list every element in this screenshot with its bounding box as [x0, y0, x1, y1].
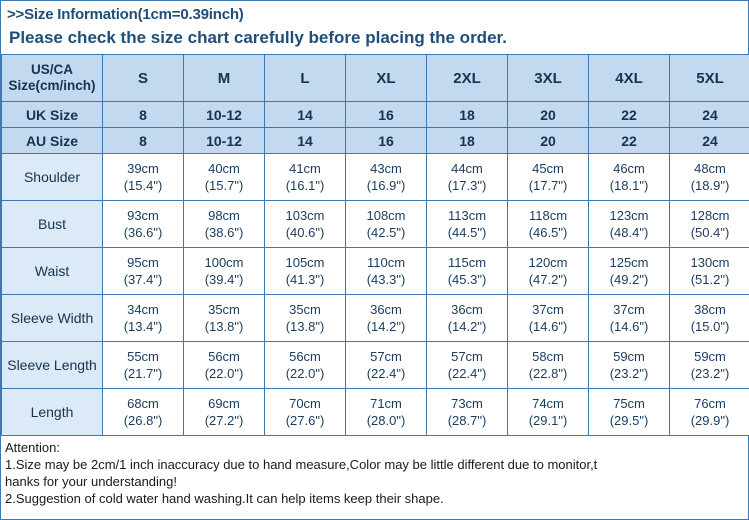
corner-label-line2: Size(cm/inch) [8, 78, 96, 93]
cell-sleeve-width-s: 34cm (13.4") [103, 295, 184, 342]
size-check-notice: Please check the size chart carefully before placing the order. [9, 28, 507, 47]
uk-size-3xl: 20 [508, 102, 589, 128]
cell-sleeve-width-m: 35cm (13.8") [184, 295, 265, 342]
table-row-shoulder [2, 154, 749, 201]
size-header-xl: XL [346, 55, 427, 102]
row-label-sleeve-length: Sleeve Length [2, 342, 103, 389]
cell-sleeve-width-4xl: 37cm (14.6") [589, 295, 670, 342]
attention-note-2: 2.Suggestion of cold water hand washing.It can help items keep their shape. [5, 491, 444, 506]
size-header-2xl: 2XL [427, 55, 508, 102]
size-header-m: M [184, 55, 265, 102]
cell-sleeve-width-3xl: 37cm (14.6") [508, 295, 589, 342]
attention-title: Attention: [5, 440, 60, 455]
corner-label-line1: US/CA [30, 62, 73, 77]
size-header-5xl: 5XL [670, 55, 749, 102]
table-row-bust [2, 201, 749, 248]
cell-waist-s: 95cm (37.4") [103, 248, 184, 295]
cell-length-4xl: 75cm (29.5") [589, 389, 670, 436]
size-header-3xl: 3XL [508, 55, 589, 102]
cell-waist-xl: 110cm (43.3") [346, 248, 427, 295]
cell-bust-5xl: 128cm (50.4") [670, 201, 749, 248]
table-header-row [2, 55, 749, 102]
row-label-sleeve-width: Sleeve Width [2, 295, 103, 342]
size-header-s: S [103, 55, 184, 102]
uk-size-label: UK Size [2, 102, 103, 128]
cell-shoulder-3xl: 45cm (17.7") [508, 154, 589, 201]
au-size-l: 14 [265, 128, 346, 154]
cell-bust-l: 103cm (40.6") [265, 201, 346, 248]
cell-sleeve-length-2xl: 57cm (22.4") [427, 342, 508, 389]
cell-waist-5xl: 130cm (51.2") [670, 248, 749, 295]
au-size-label: AU Size [2, 128, 103, 154]
cell-shoulder-2xl: 44cm (17.3") [427, 154, 508, 201]
uk-size-l: 14 [265, 102, 346, 128]
size-info-heading: >>Size Information(1cm=0.39inch) [7, 6, 244, 23]
cell-length-5xl: 76cm (29.9") [670, 389, 749, 436]
cell-length-s: 68cm (26.8") [103, 389, 184, 436]
uk-size-xl: 16 [346, 102, 427, 128]
cell-shoulder-5xl: 48cm (18.9") [670, 154, 749, 201]
cell-length-l: 70cm (27.6") [265, 389, 346, 436]
cell-sleeve-length-m: 56cm (22.0") [184, 342, 265, 389]
cell-shoulder-s: 39cm (15.4") [103, 154, 184, 201]
row-label-shoulder: Shoulder [2, 154, 103, 201]
table-row-sleeve-width [2, 295, 749, 342]
cell-bust-2xl: 113cm (44.5") [427, 201, 508, 248]
cell-length-3xl: 74cm (29.1") [508, 389, 589, 436]
uk-size-2xl: 18 [427, 102, 508, 128]
size-chart-table [1, 54, 749, 436]
cell-sleeve-width-l: 35cm (13.8") [265, 295, 346, 342]
au-size-2xl: 18 [427, 128, 508, 154]
row-label-waist: Waist [2, 248, 103, 295]
cell-sleeve-width-xl: 36cm (14.2") [346, 295, 427, 342]
row-label-length: Length [2, 389, 103, 436]
cell-sleeve-length-s: 55cm (21.7") [103, 342, 184, 389]
table-row-length [2, 389, 749, 436]
size-header-4xl: 4XL [589, 55, 670, 102]
cell-sleeve-length-3xl: 58cm (22.8") [508, 342, 589, 389]
attention-notes [1, 436, 748, 507]
table-row-uk-size [2, 102, 749, 128]
cell-waist-2xl: 115cm (45.3") [427, 248, 508, 295]
au-size-m: 10-12 [184, 128, 265, 154]
attention-note-1-cont: hanks for your understanding! [5, 474, 177, 489]
uk-size-m: 10-12 [184, 102, 265, 128]
cell-sleeve-length-l: 56cm (22.0") [265, 342, 346, 389]
cell-sleeve-width-2xl: 36cm (14.2") [427, 295, 508, 342]
cell-waist-4xl: 125cm (49.2") [589, 248, 670, 295]
size-header-l: L [265, 55, 346, 102]
au-size-xl: 16 [346, 128, 427, 154]
table-row-sleeve-length [2, 342, 749, 389]
cell-shoulder-m: 40cm (15.7") [184, 154, 265, 201]
cell-bust-m: 98cm (38.6") [184, 201, 265, 248]
au-size-4xl: 22 [589, 128, 670, 154]
cell-length-xl: 71cm (28.0") [346, 389, 427, 436]
cell-bust-4xl: 123cm (48.4") [589, 201, 670, 248]
uk-size-4xl: 22 [589, 102, 670, 128]
cell-waist-3xl: 120cm (47.2") [508, 248, 589, 295]
cell-bust-s: 93cm (36.6") [103, 201, 184, 248]
cell-length-m: 69cm (27.2") [184, 389, 265, 436]
au-size-s: 8 [103, 128, 184, 154]
uk-size-5xl: 24 [670, 102, 749, 128]
cell-sleeve-length-5xl: 59cm (23.2") [670, 342, 749, 389]
cell-sleeve-length-4xl: 59cm (23.2") [589, 342, 670, 389]
table-row-au-size [2, 128, 749, 154]
cell-shoulder-4xl: 46cm (18.1") [589, 154, 670, 201]
cell-waist-l: 105cm (41.3") [265, 248, 346, 295]
cell-bust-xl: 108cm (42.5") [346, 201, 427, 248]
au-size-5xl: 24 [670, 128, 749, 154]
cell-waist-m: 100cm (39.4") [184, 248, 265, 295]
cell-shoulder-xl: 43cm (16.9") [346, 154, 427, 201]
cell-shoulder-l: 41cm (16.1") [265, 154, 346, 201]
cell-bust-3xl: 118cm (46.5") [508, 201, 589, 248]
cell-sleeve-length-xl: 57cm (22.4") [346, 342, 427, 389]
uk-size-s: 8 [103, 102, 184, 128]
cell-sleeve-width-5xl: 38cm (15.0") [670, 295, 749, 342]
cell-length-2xl: 73cm (28.7") [427, 389, 508, 436]
table-row-waist [2, 248, 749, 295]
au-size-3xl: 20 [508, 128, 589, 154]
attention-note-1: 1.Size may be 2cm/1 inch inaccuracy due to hand measure,Color may be little different due to monitor,t [5, 457, 598, 472]
corner-label-cell [2, 55, 103, 102]
row-label-bust: Bust [2, 201, 103, 248]
